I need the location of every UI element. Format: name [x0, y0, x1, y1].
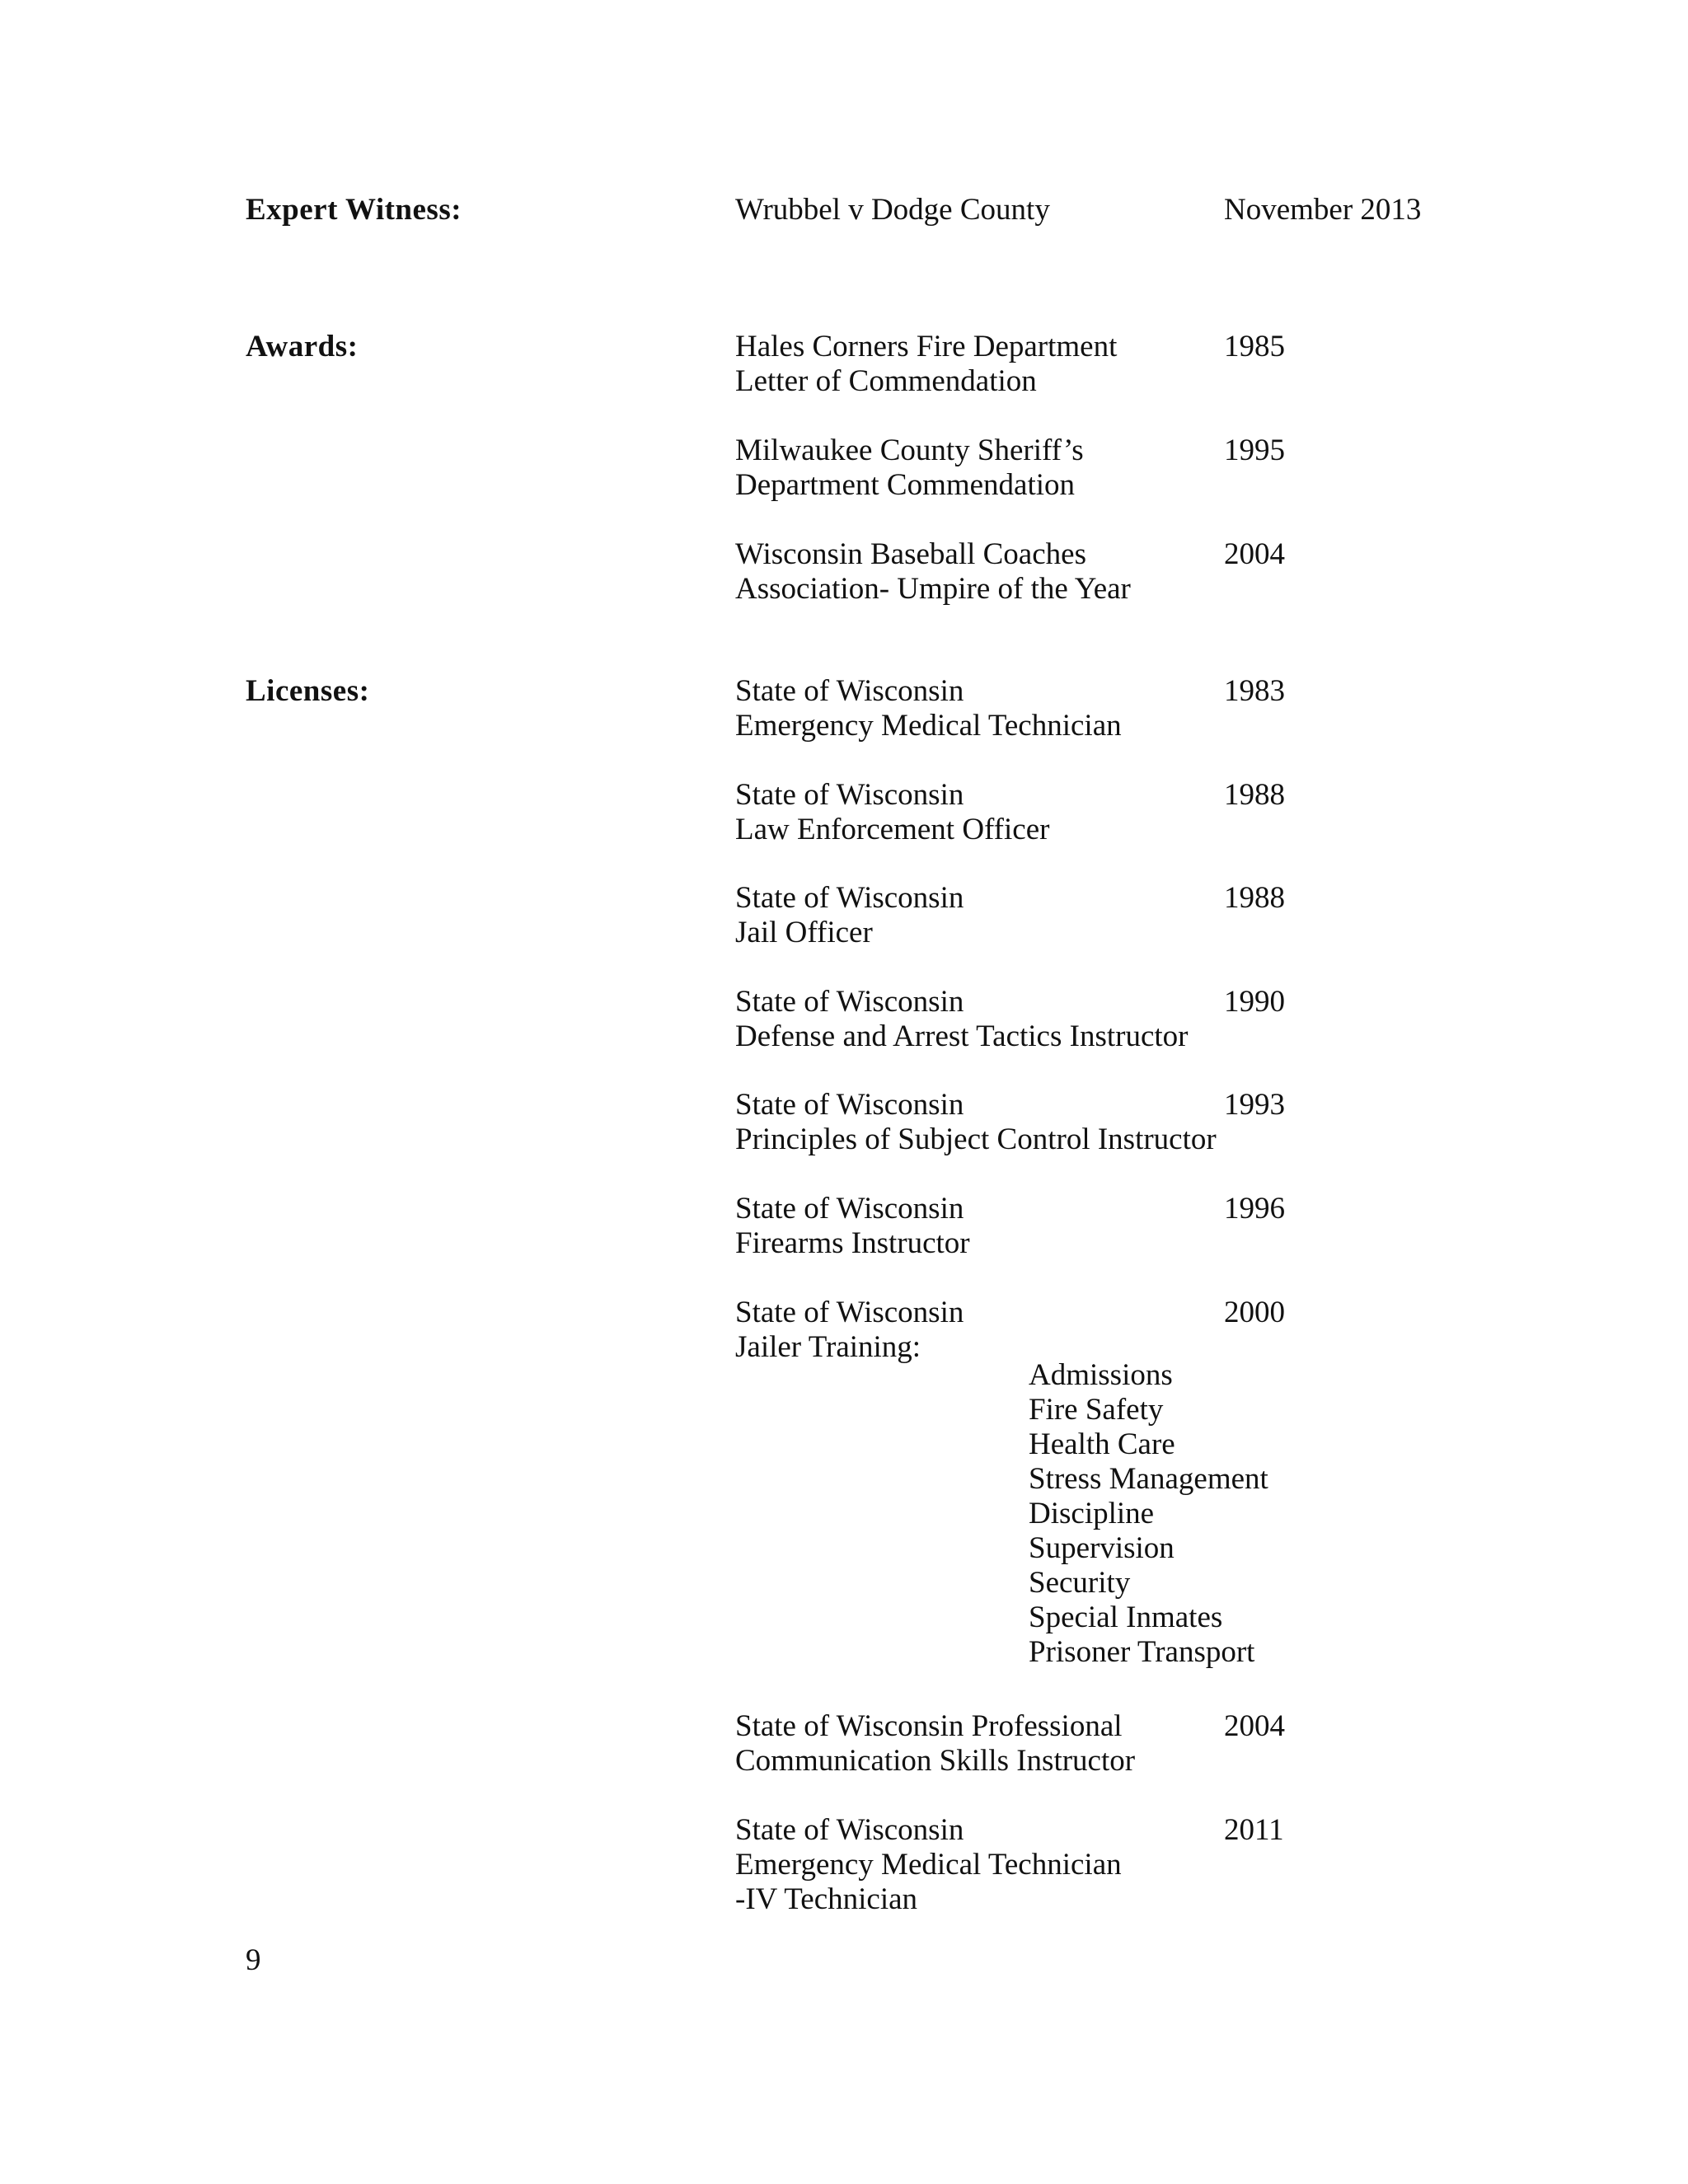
award-year: 2004 — [1224, 537, 1285, 571]
award-line: Milwaukee County Sheriff’s — [735, 434, 1084, 467]
license-entry — [735, 1296, 1197, 1365]
award-line: Association- Umpire of the Year — [735, 572, 1131, 606]
award-entry — [735, 537, 1197, 607]
award-entry — [735, 434, 1197, 503]
award-year: 1985 — [1224, 330, 1285, 363]
license-line: Firearms Instructor — [735, 1226, 970, 1260]
license-line: Jail Officer — [735, 916, 873, 949]
license-line: State of Wisconsin — [735, 1296, 964, 1329]
license-entry — [735, 1088, 1217, 1157]
license-year: 1988 — [1224, 778, 1285, 812]
license-line: State of Wisconsin — [735, 674, 964, 708]
license-line: Communication Skills Instructor — [735, 1744, 1136, 1778]
license-entry — [735, 1709, 1197, 1779]
license-line: State of Wisconsin — [735, 778, 964, 812]
license-year: 1983 — [1224, 674, 1285, 708]
training-topic: Discipline — [1029, 1497, 1155, 1530]
license-year: 2000 — [1224, 1296, 1285, 1329]
expert-witness-case — [735, 193, 1197, 227]
training-topic: Prisoner Transport — [1029, 1635, 1255, 1669]
licenses-label: Licenses: — [246, 674, 370, 708]
license-line: State of Wisconsin — [735, 985, 964, 1019]
training-topic: Supervision — [1029, 1531, 1175, 1565]
license-entry — [735, 674, 1197, 743]
license-line: State of Wisconsin — [735, 1813, 964, 1847]
license-line: State of Wisconsin Professional — [735, 1709, 1123, 1743]
award-entry — [735, 330, 1197, 399]
license-line: Principles of Subject Control Instructor — [735, 1122, 1217, 1156]
training-topic: Fire Safety — [1029, 1393, 1164, 1427]
license-year: 2004 — [1224, 1709, 1285, 1743]
jailer-training-topics — [1029, 1358, 1268, 1670]
license-line: Jailer Training: — [735, 1330, 921, 1364]
training-topic: Stress Management — [1029, 1462, 1268, 1496]
expert-witness-label: Expert Witness: — [246, 193, 462, 227]
expert-witness-case-text: Wrubbel v Dodge County — [735, 193, 1050, 227]
license-entry — [735, 985, 1197, 1054]
award-line: Letter of Commendation — [735, 364, 1037, 398]
license-year: 1990 — [1224, 985, 1285, 1019]
license-year: 1993 — [1224, 1088, 1285, 1122]
license-line: Emergency Medical Technician — [735, 709, 1122, 743]
training-topic: Security — [1029, 1566, 1131, 1600]
award-year: 1995 — [1224, 434, 1285, 467]
license-entry — [735, 1813, 1197, 1917]
license-line: Law Enforcement Officer — [735, 813, 1050, 846]
license-line: -IV Technician — [735, 1882, 918, 1916]
license-line: Emergency Medical Technician — [735, 1848, 1122, 1882]
awards-label: Awards: — [246, 330, 359, 363]
training-topic: Special Inmates — [1029, 1601, 1223, 1634]
license-line: State of Wisconsin — [735, 1192, 964, 1226]
award-line: Department Commendation — [735, 468, 1076, 502]
license-year: 1988 — [1224, 881, 1285, 915]
training-topic: Health Care — [1029, 1427, 1175, 1461]
license-line: State of Wisconsin — [735, 881, 964, 915]
page-number: 9 — [246, 1943, 261, 1977]
license-line: State of Wisconsin — [735, 1088, 964, 1122]
expert-witness-date: November 2013 — [1224, 193, 1422, 227]
license-line: Defense and Arrest Tactics Instructor — [735, 1019, 1189, 1053]
award-line: Wisconsin Baseball Coaches — [735, 537, 1086, 571]
license-entry — [735, 881, 1197, 950]
license-entry — [735, 778, 1197, 847]
license-year: 1996 — [1224, 1192, 1285, 1226]
training-topic: Admissions — [1029, 1358, 1173, 1392]
license-year: 2011 — [1224, 1813, 1284, 1847]
license-entry — [735, 1192, 1197, 1261]
award-line: Hales Corners Fire Department — [735, 330, 1118, 363]
